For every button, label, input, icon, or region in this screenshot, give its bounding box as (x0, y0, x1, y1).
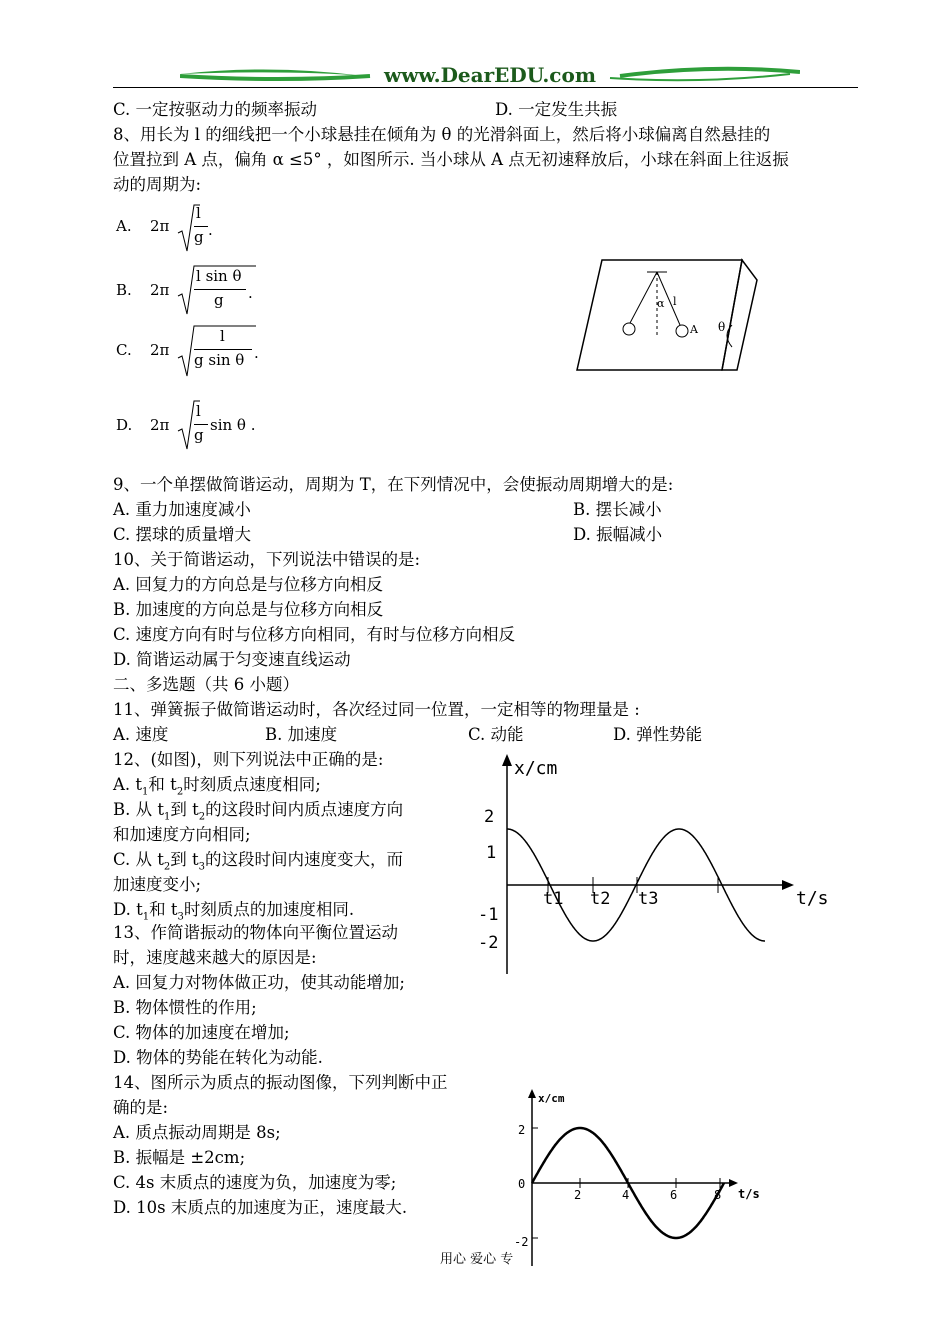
chart1-ytick-neg2: -2 (478, 933, 499, 953)
q12-stem: 12、(如图)，则下列说法中正确的是: (113, 750, 384, 769)
chart2-xtick-8: 8 (714, 1188, 722, 1202)
q13-stem-line2: 时，速度越来越大的原因是: (113, 948, 317, 967)
chart1-ytick-neg1: -1 (478, 905, 499, 925)
chart2-xtick-2: 2 (574, 1188, 582, 1202)
q11-option-c: C. 动能 (468, 725, 524, 744)
chart1-xlabel: t/s (796, 888, 829, 909)
q13-option-c: C. 物体的加速度在增加; (113, 1023, 290, 1042)
q9-stem: 9、一个单摆做简谐运动，周期为 T，在下列情况中，会使振动周期增大的是: (113, 475, 674, 494)
q8-option-d: D. 2π l g sin θ . (116, 399, 276, 453)
q11-option-d: D. 弹性势能 (613, 725, 703, 744)
chart2-xlabel: t/s (738, 1187, 760, 1201)
chart2-ytick-neg2: -2 (514, 1235, 529, 1249)
q12-option-b-line2: 和加速度方向相同; (113, 825, 251, 844)
q8-option-c: C. 2π l g sin θ . (116, 324, 276, 378)
chart2-ytick-2: 2 (518, 1123, 526, 1137)
logo-text: www.DearEDU.com (383, 63, 597, 87)
q12-graph (470, 752, 840, 982)
q14-stem-line1: 14、图所示为质点的振动图像，下列判断中正 (113, 1073, 448, 1092)
chart2-xtick-4: 4 (622, 1188, 630, 1202)
q8-option-a: A. 2π l g . (116, 203, 256, 255)
q8-stem-line1: 8、用长为 l 的细线把一个小球悬挂在倾角为 θ 的光滑斜面上，然后将小球偏离自然悬挂的 (113, 125, 771, 144)
q10-option-c: C. 速度方向有时与位移方向相同，有时与位移方向相反 (113, 625, 516, 644)
footer-text: 用心 爱心 专 (440, 1252, 514, 1267)
q10-option-b: B. 加速度的方向总是与位移方向相反 (113, 600, 384, 619)
q8-stem-line2: 位置拉到 A 点，偏角 α ≤5° ，如图所示. 当小球从 A 点无初速释放后，小球在斜面上往返振 (113, 150, 789, 169)
q12-option-d: D. $t_1$和 $t_3$时刻质点的加速度相同. (113, 900, 355, 923)
chart1-y-arrow (502, 754, 512, 766)
chart2-xtick-6: 6 (670, 1188, 678, 1202)
q12-option-c-line2: 加速度变小; (113, 875, 202, 894)
q12-option-b-line1: B. 从 $t_1$到 $t_2$的这段时间内质点速度方向 (113, 800, 404, 823)
incline-pendulum-figure (572, 255, 772, 375)
q9-option-b: B. 摆长减小 (573, 500, 662, 519)
q13-stem-line1: 13、作简谐振动的物体向平衡位置运动 (113, 923, 398, 942)
q11-stem: 11、弹簧振子做简谐运动时，各次经过同一位置，一定相等的物理量是 : (113, 700, 640, 719)
chart1-x-arrow (782, 880, 794, 890)
figure-label-alpha: α (657, 297, 665, 310)
q14-option-a: A. 质点振动周期是 8s; (113, 1123, 281, 1142)
q9-option-c: C. 摆球的质量增大 (113, 525, 252, 544)
q8-option-b: B. 2π l sin θ g . (116, 264, 276, 316)
q9-option-a: A. 重力加速度减小 (113, 500, 251, 519)
q14-option-c: C. 4s 末质点的速度为负，加速度为零; (113, 1173, 397, 1192)
header-rule (113, 87, 858, 88)
section-2-heading: 二、多选题（共 6 小题） (113, 675, 299, 694)
figure-label-a: A (690, 323, 698, 336)
q14-stem-line2: 确的是: (113, 1098, 169, 1117)
q12-option-c-line1: C. 从 $t_2$到 $t_3$的这段时间内速度变大，而 (113, 850, 404, 873)
chart2-xtick-0: 0 (518, 1177, 526, 1191)
figure-label-theta: θ (718, 320, 726, 334)
chart1-ytick-2: 2 (484, 807, 495, 827)
chart1-xtick-t1: t1 (543, 889, 564, 909)
q14-option-d: D. 10s 末质点的加速度为正，速度最大. (113, 1198, 408, 1217)
q13-option-a: A. 回复力对物体做正功，使其动能增加; (113, 973, 405, 992)
q8-stem-line3: 动的周期为: (113, 175, 202, 194)
chart1-ylabel: x/cm (514, 758, 558, 779)
chart1-ytick-1: 1 (486, 843, 497, 863)
q14-graph (510, 1088, 775, 1268)
q13-option-b: B. 物体惯性的作用; (113, 998, 257, 1017)
q10-stem: 10、关于简谐运动，下列说法中错误的是: (113, 550, 421, 569)
q12-option-a: A. $t_1$和 $t_2$时刻质点速度相同; (113, 775, 321, 798)
q11-option-b: B. 加速度 (265, 725, 338, 744)
header-logo (180, 62, 800, 88)
q9-option-d: D. 振幅减小 (573, 525, 663, 544)
figure-label-l: l (673, 295, 677, 308)
chart2-y-arrow (528, 1089, 536, 1098)
q14-option-b: B. 振幅是 ±2cm; (113, 1148, 246, 1167)
q13-option-d: D. 物体的势能在转化为动能. (113, 1048, 323, 1067)
q7-option-d: D. 一定发生共振 (495, 100, 618, 119)
chart1-xtick-t2: t2 (590, 889, 611, 909)
q10-option-a: A. 回复力的方向总是与位移方向相反 (113, 575, 383, 594)
chart2-x-arrow (729, 1179, 738, 1187)
chart2-ylabel: x/cm (538, 1092, 565, 1105)
chart1-xtick-t3: t3 (638, 889, 659, 909)
q7-option-c: C. 一定按驱动力的频率振动 (113, 100, 318, 119)
q10-option-d: D. 简谐运动属于匀变速直线运动 (113, 650, 351, 669)
q11-option-a: A. 速度 (113, 725, 169, 744)
